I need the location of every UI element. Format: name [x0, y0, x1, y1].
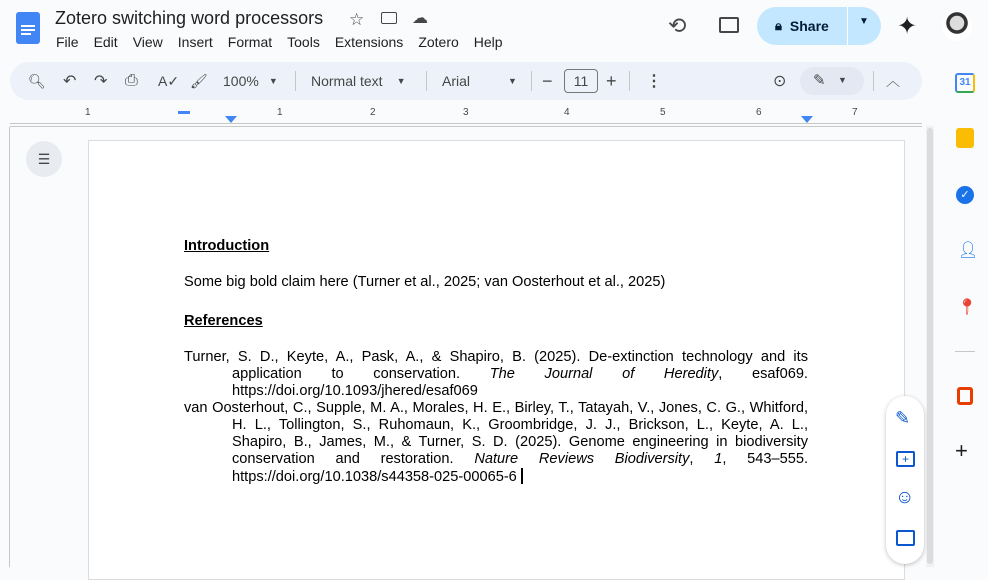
chevron-down-icon: ▼ — [268, 76, 278, 86]
menu-tools[interactable]: Tools — [287, 34, 320, 50]
docs-logo-icon[interactable] — [16, 12, 40, 44]
paint-format-icon[interactable]: 🖌︎ — [190, 72, 208, 89]
text-cursor — [521, 468, 523, 484]
editing-mode-button[interactable] — [800, 67, 864, 95]
hide-menus-icon[interactable]: ︿ — [886, 73, 900, 89]
present-icon[interactable]: ⊙ — [773, 73, 787, 90]
menu-extensions[interactable]: Extensions — [334, 34, 404, 50]
chevron-down-icon: ▼ — [838, 75, 847, 85]
pencil-icon: ✎ — [813, 72, 826, 89]
menu-format[interactable]: Format — [227, 34, 273, 50]
reference-van-oosterhout[interactable]: van Oosterhout, C., Supple, M. A., Morales, H. E., Birley, T., Tatayah, V., Jones, C. G., Whitford, H. L., Tollington, S., Ruhomaun, K., Groombridge, J. J., Brickson, L., Keyte, A. L., Shapiro, B., James, M., & Turner, S. D. (2025). Genome engineering in biodiversity conservation and restoration. Nature Reviews Biodiversity, 1, 543–555. https://doi.org/10.1038/s44358-025-00065-6 — [184, 400, 809, 485]
share-button[interactable]: 🔒︎ Share ▼ — [757, 7, 881, 45]
redo-icon[interactable]: ↷ — [94, 73, 108, 90]
right-indent-marker[interactable] — [801, 116, 813, 123]
heading-introduction[interactable]: Introduction — [184, 238, 270, 254]
emoji-reaction-icon[interactable]: ☺ — [895, 487, 915, 508]
menu-bar — [56, 34, 518, 50]
decrease-font-size-button[interactable]: − — [542, 70, 553, 91]
gemini-icon[interactable]: ✦ — [897, 13, 918, 40]
print-icon[interactable]: ⎙ — [125, 72, 138, 89]
document-title[interactable]: Zotero switching word processors — [55, 8, 324, 28]
menu-zotero[interactable]: Zotero — [418, 34, 459, 50]
font-select[interactable]: Arial ▼ — [442, 73, 517, 89]
paragraph-claim[interactable]: Some big bold claim here (Turner et al., 2025; van Oosterhout et al., 2025) — [184, 274, 666, 290]
increase-font-size-button[interactable]: + — [606, 70, 617, 91]
zoom-select[interactable]: 100% ▼ — [223, 73, 278, 89]
comments-icon[interactable] — [719, 17, 739, 33]
heading-references[interactable]: References — [184, 313, 263, 329]
document-outline-button[interactable]: ☰ — [26, 141, 62, 177]
share-dropdown-icon[interactable]: ▼ — [859, 16, 869, 27]
menu-help[interactable]: Help — [473, 34, 503, 50]
move-folder-icon[interactable] — [381, 12, 397, 24]
menu-view[interactable]: View — [132, 34, 163, 50]
add-comment-icon[interactable]: + — [896, 451, 915, 467]
suggest-edits-icon[interactable] — [896, 530, 915, 546]
version-history-icon[interactable]: ⟲ — [668, 13, 687, 38]
chevron-down-icon: ▼ — [396, 76, 406, 86]
vertical-scrollbar[interactable] — [926, 126, 934, 567]
calendar-icon[interactable]: 31 — [955, 73, 975, 93]
more-options-icon[interactable]: ⋮ — [646, 73, 662, 90]
style-select[interactable]: Normal text ▼ — [311, 73, 406, 89]
left-indent-marker[interactable] — [225, 116, 237, 123]
lock-icon: 🔒︎ — [775, 18, 782, 33]
get-addons-icon[interactable]: + — [955, 438, 968, 463]
spellcheck-icon[interactable]: A✓ — [158, 72, 180, 89]
office-addon-icon[interactable] — [957, 387, 973, 405]
chevron-down-icon: ▼ — [508, 76, 517, 86]
keep-icon[interactable] — [956, 128, 974, 148]
menu-edit[interactable]: Edit — [93, 34, 118, 50]
menu-insert[interactable]: Insert — [177, 34, 213, 50]
tasks-icon[interactable]: ✓ — [956, 186, 974, 204]
avatar[interactable] — [942, 11, 972, 41]
help-me-write-icon[interactable]: ✎ — [895, 408, 911, 428]
horizontal-ruler[interactable]: 1 1 2 3 4 5 6 7 — [10, 106, 922, 126]
floating-actions — [886, 396, 924, 564]
contacts-icon[interactable]: 👤︎ — [958, 242, 979, 259]
vertical-ruler[interactable] — [0, 127, 10, 567]
search-menus-icon[interactable]: 🔍︎ — [28, 72, 46, 89]
reference-turner[interactable]: Turner, S. D., Keyte, A., Pask, A., & Shapiro, B. (2025). De-extinction technology and its application to conservation. The Journal of Heredity, esaf069. https://doi.org/10.1093/jhered/esaf069 — [184, 349, 808, 399]
cloud-saved-icon[interactable]: ☁ — [412, 10, 428, 27]
menu-file[interactable]: File — [56, 34, 79, 50]
star-icon[interactable]: ☆ — [349, 10, 365, 29]
font-size-input[interactable]: 11 — [564, 69, 598, 93]
maps-icon[interactable]: 📍︎ — [957, 299, 978, 316]
undo-icon[interactable]: ↶ — [63, 73, 77, 90]
first-line-indent-marker[interactable] — [178, 111, 190, 114]
